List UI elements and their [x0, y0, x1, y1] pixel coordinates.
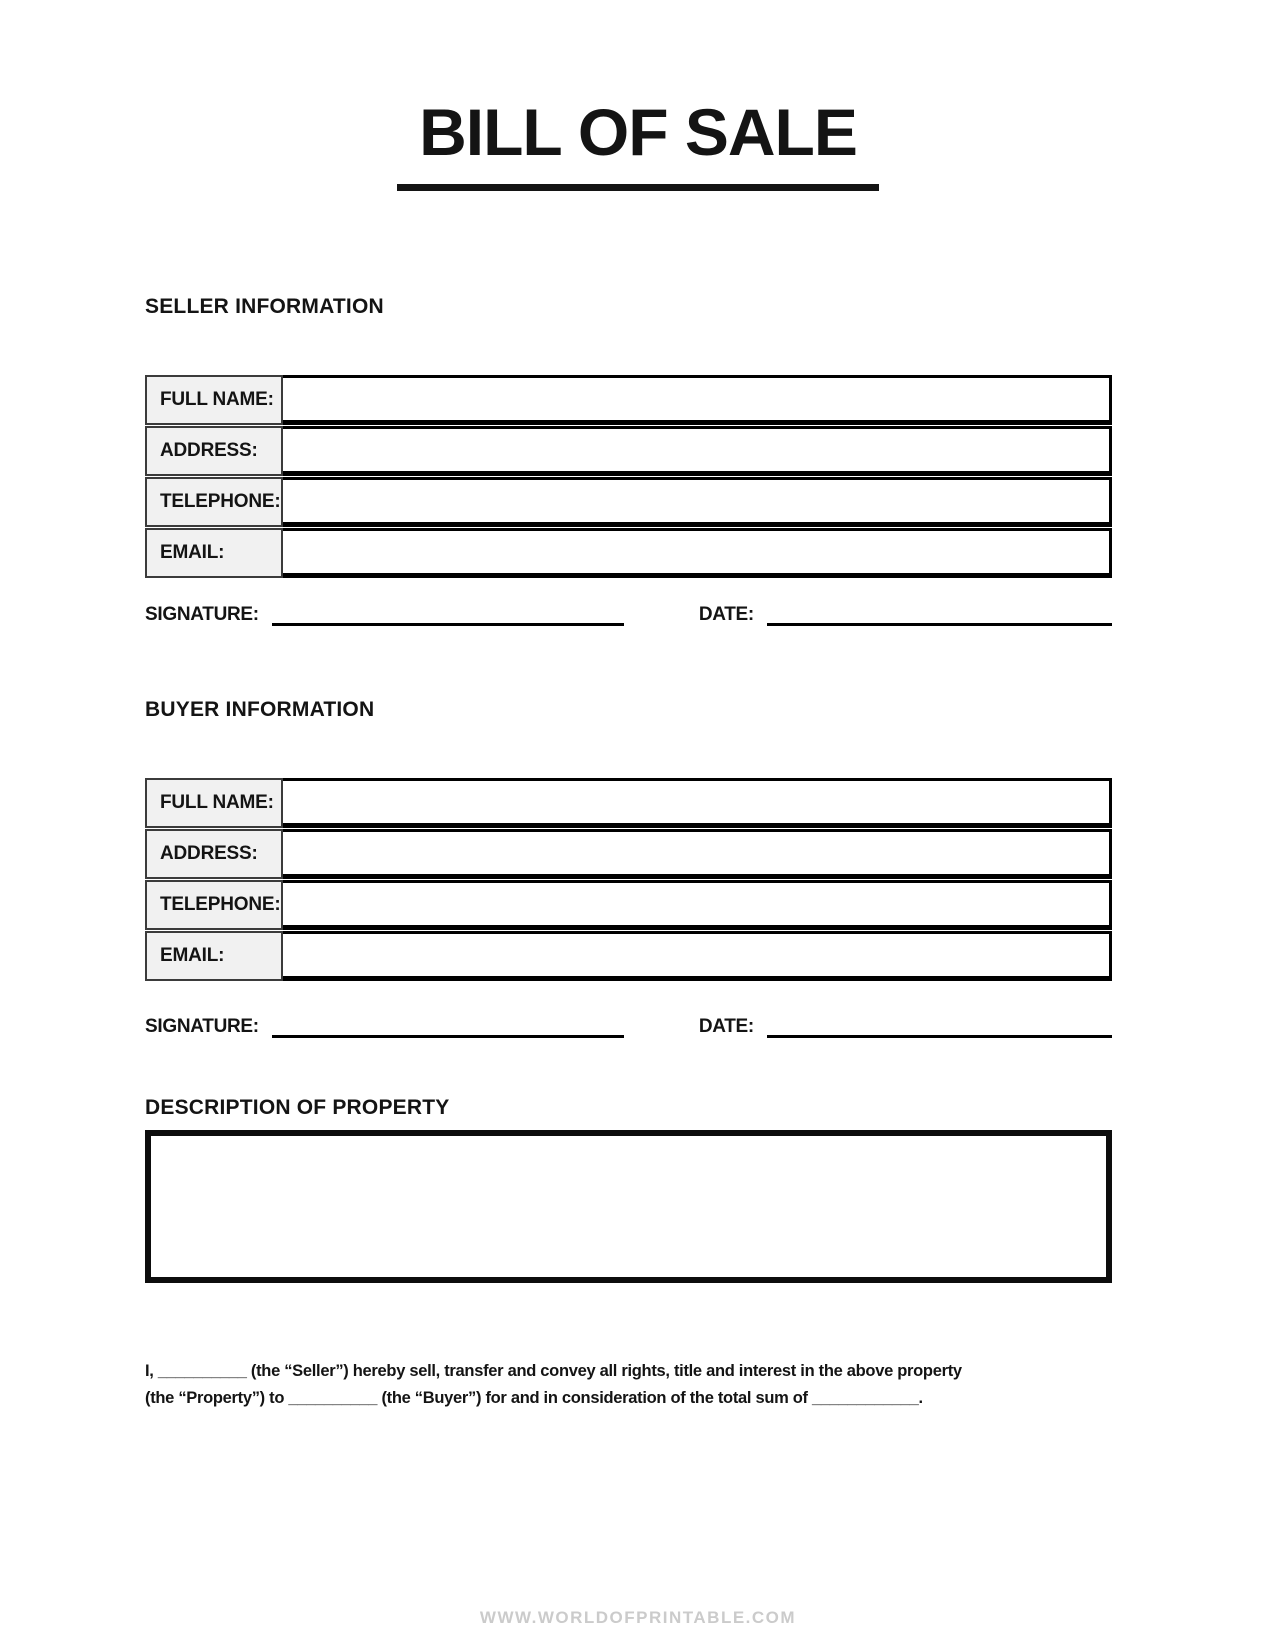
table-row	[145, 778, 1112, 828]
seller-full-name-label: FULL NAME:	[145, 375, 283, 425]
table-row	[145, 931, 1112, 981]
seller-telephone-label: TELEPHONE:	[145, 477, 283, 527]
seller-signature-row	[145, 600, 1112, 626]
seller-address-label: ADDRESS:	[145, 426, 283, 476]
buyer-date-line[interactable]	[767, 1018, 1112, 1038]
seller-email-field[interactable]	[283, 528, 1112, 578]
buyer-address-label: ADDRESS:	[145, 829, 283, 879]
legal-statement-line-1: I, __________ (the “Seller”) hereby sell, transfer and convey all rights, title and interest in the above property	[145, 1362, 962, 1380]
seller-date-line[interactable]	[767, 606, 1112, 626]
title-block	[0, 92, 1276, 191]
buyer-full-name-label: FULL NAME:	[145, 778, 283, 828]
legal-statement	[145, 1358, 1145, 1412]
seller-information-heading: SELLER INFORMATION	[145, 295, 384, 318]
description-of-property-heading: DESCRIPTION OF PROPERTY	[145, 1096, 450, 1119]
buyer-signature-line[interactable]	[272, 1018, 624, 1038]
seller-email-label: EMAIL:	[145, 528, 283, 578]
buyer-full-name-field[interactable]	[283, 778, 1112, 828]
table-row	[145, 829, 1112, 879]
buyer-address-field[interactable]	[283, 829, 1112, 879]
legal-statement-line-2: (the “Property”) to __________ (the “Buyer”) for and in consideration of the total sum of ____________.	[145, 1389, 923, 1407]
buyer-email-field[interactable]	[283, 931, 1112, 981]
seller-telephone-field[interactable]	[283, 477, 1112, 527]
buyer-signature-label: SIGNATURE:	[145, 1016, 259, 1037]
seller-info-table	[145, 375, 1112, 579]
page-title: BILL OF SALE	[419, 95, 857, 169]
buyer-date-label: DATE:	[698, 1016, 754, 1037]
buyer-email-label: EMAIL:	[145, 931, 283, 981]
buyer-signature-row	[145, 1012, 1112, 1038]
buyer-telephone-label: TELEPHONE:	[145, 880, 283, 930]
property-description-field[interactable]	[145, 1130, 1112, 1283]
table-row	[145, 880, 1112, 930]
footer-website-text: WWW.WORLDOFPRINTABLE.COM	[479, 1608, 797, 1627]
title-underline	[397, 184, 879, 191]
seller-full-name-field[interactable]	[283, 375, 1112, 425]
buyer-information-heading: BUYER INFORMATION	[145, 698, 375, 721]
table-row	[145, 375, 1112, 425]
table-row	[145, 477, 1112, 527]
table-row	[145, 426, 1112, 476]
table-row	[145, 528, 1112, 578]
seller-date-label: DATE:	[698, 604, 754, 625]
seller-signature-line[interactable]	[272, 606, 624, 626]
seller-address-field[interactable]	[283, 426, 1112, 476]
buyer-info-table	[145, 778, 1112, 982]
buyer-telephone-field[interactable]	[283, 880, 1112, 930]
seller-signature-label: SIGNATURE:	[145, 604, 259, 625]
